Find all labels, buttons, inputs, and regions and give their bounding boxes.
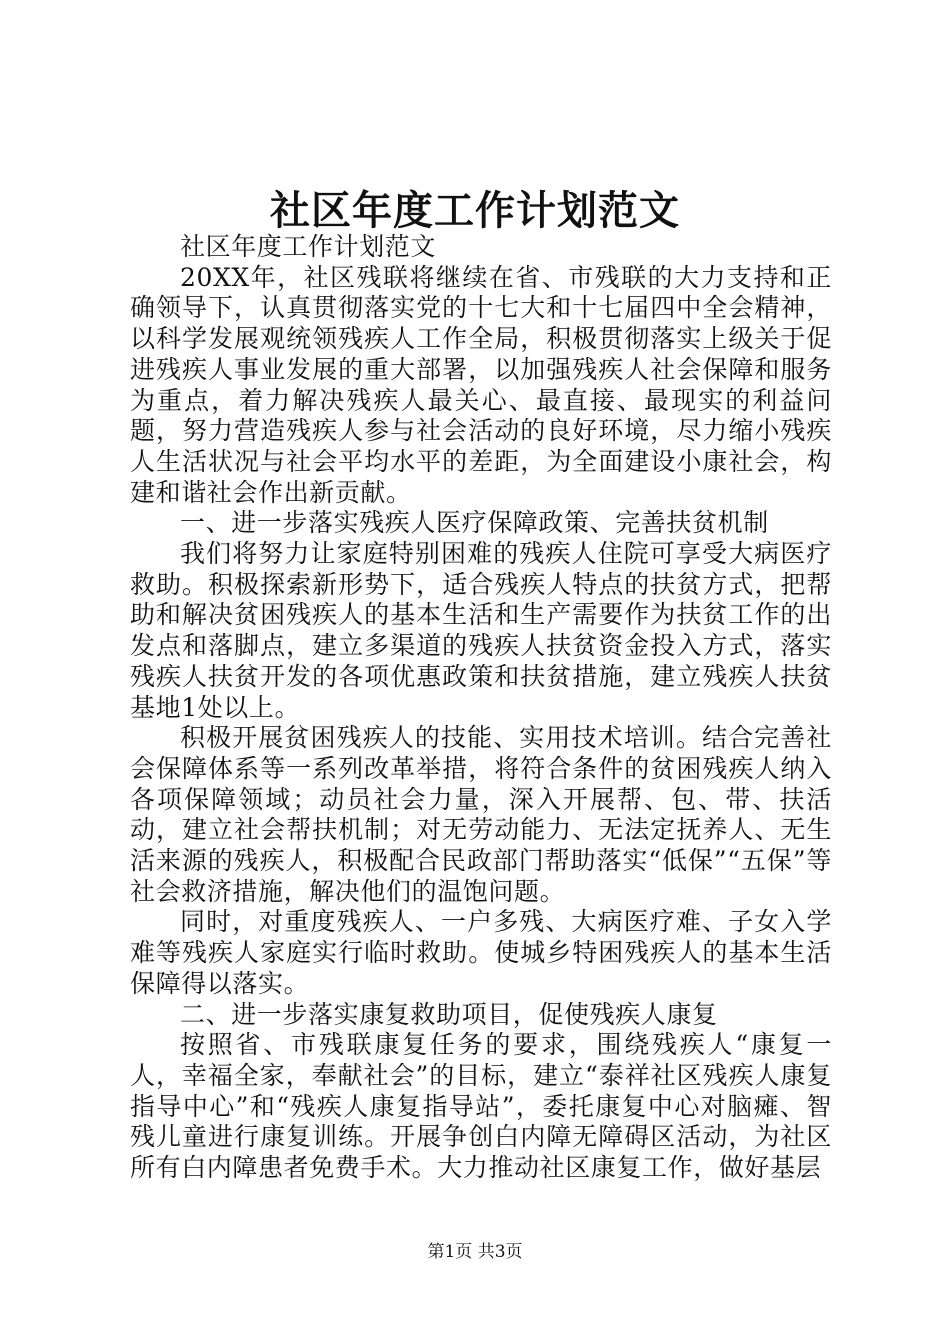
paragraph-intro: 20XX年，社区残联将继续在省、市残联的大力支持和正确领导下，认真贯彻落实党的十七大和十七届四中全会精神，以科学发展观统领残疾人工作全局，积极贯彻落实上级关于促进残疾人事业发展的重大部署，以加强残疾人社会保障和服务为重点，着力解决残疾人最关心、最直接、最现实的利益问题，努力营造残疾人参与社会活动的良好环境，尽力缩小残疾人生活状况与社会平均水平的差距，为全面建设小康社会，构建和谐社会作出新贡献。 [130,262,832,507]
paragraph-subtitle: 社区年度工作计划范文 [180,232,437,261]
page-number: 第1页 共3页 [427,1242,523,1262]
paragraph-training: 积极开展贫困残疾人的技能、实用技术培训。结合完善社会保障体系等一系列改革举措，将符合条件的贫困残疾人纳入各项保障领域；动员社会力量，深入开展帮、包、带、扶活动，建立社会帮扶机制；对无劳动能力、无法定抚养人、无生活来源的残疾人，积极配合民政部门帮助落实“低保”“五保”等社会救济措施，解决他们的温饱问题。 [130,723,832,906]
document-title: 社区年度工作计划范文 [270,187,680,234]
paragraph-medical-aid: 我们将努力让家庭特别困难的残疾人住院可享受大病医疗救助。积极探索新形势下，适合残疾人特点的扶贫方式，把帮助和解决贫困残疾人的基本生活和生产需要作为扶贫工作的出发点和落脚点，建立多渠道的残疾人扶贫资金投入方式，落实残疾人扶贫开发的各项优惠政策和扶贫措施，建立残疾人扶贫基地1处以上。 [130,539,832,722]
paragraph-rehabilitation: 按照省、市残联康复任务的要求，围绕残疾人“康复一人，幸福全家，奉献社会”的目标，建立“泰祥社区残疾人康复指导中心”和“残疾人康复指导站”，委托康复中心对脑瘫、智残儿童进行康复训练。开展争创白内障无障碍区活动，为社区所有白内障患者免费手术。大力推动社区康复工作，做好基层 [130,1030,832,1183]
paragraph-temporary-aid: 同时，对重度残疾人、一户多残、大病医疗难、子女入学难等残疾人家庭实行临时救助。使城乡特困残疾人的基本生活保障得以落实。 [130,907,832,998]
section-heading-2: 二、进一步落实康复救助项目，促使残疾人康复 [180,999,718,1029]
section-heading-1: 一、进一步落实残疾人医疗保障政策、完善扶贫机制 [180,508,769,538]
document-body [130,232,832,1184]
